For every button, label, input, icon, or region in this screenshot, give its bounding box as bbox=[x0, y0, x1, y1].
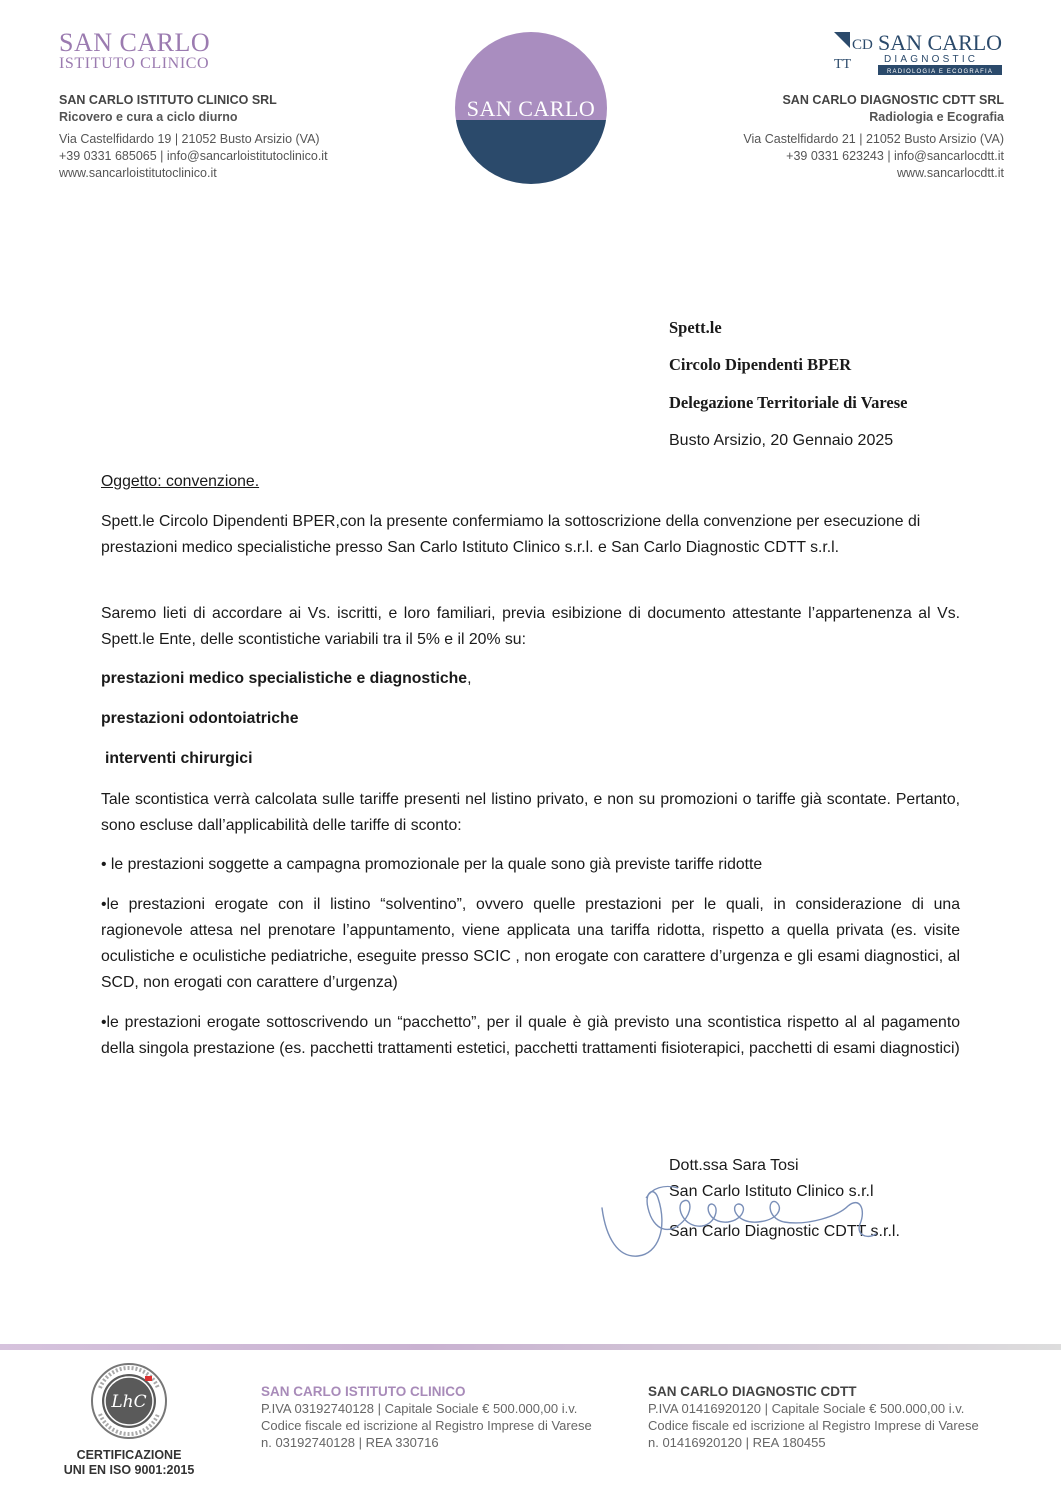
right-logo-prefix-bottom: TT bbox=[834, 57, 852, 72]
service-item-specialist-suffix: , bbox=[467, 670, 472, 687]
service-item-specialist-label: prestazioni medico specialistiche e diagnostiche bbox=[101, 670, 468, 687]
handwritten-signature bbox=[598, 1168, 898, 1263]
right-logo bbox=[832, 30, 1004, 76]
right-company-contact: +39 0331 623243 | info@sancarlocdtt.it bbox=[786, 149, 1004, 163]
letter-date: Busto Arsizio, 20 Gennaio 2025 bbox=[669, 432, 894, 449]
footer-divider bbox=[0, 1344, 1061, 1350]
left-company-info bbox=[59, 92, 328, 182]
footer-clinic-registry: Codice fiscale ed iscrizione al Registro Imprese di Varese bbox=[261, 1418, 592, 1433]
footer-clinic-vat: P.IVA 03192740128 | Capitale Sociale € 500.000,00 i.v. bbox=[261, 1401, 578, 1416]
paragraph-intro: Spett.le Circolo Dipendenti BPER,con la presente confermiamo la sottoscrizione della convenzione per esecuzione di prestazioni medico specialistiche presso San Carlo Istituto Clinico s.r.l. e San Carlo Diagnostic CDTT s.r.l. bbox=[101, 513, 921, 556]
certification-seal-text: LhC bbox=[111, 1392, 147, 1412]
footer-clinic-info bbox=[261, 1383, 592, 1451]
service-item-dental: prestazioni odontoiatriche bbox=[101, 710, 299, 727]
center-logo-bottom bbox=[455, 120, 607, 184]
right-company-name: SAN CARLO DIAGNOSTIC CDTT SRL bbox=[782, 93, 1004, 107]
signer-org-diagnostic: San Carlo Diagnostic CDTT s.r.l. bbox=[669, 1223, 900, 1240]
certification-label bbox=[62, 1448, 196, 1478]
certification-line1: CERTIFICAZIONE bbox=[76, 1448, 182, 1462]
recipient-salutation: Spett.le bbox=[669, 318, 722, 337]
recipient-delegation: Delegazione Territoriale di Varese bbox=[669, 393, 908, 412]
left-logo-subtitle: ISTITUTO CLINICO bbox=[59, 55, 210, 72]
certification-line2: UNI EN ISO 9001:2015 bbox=[63, 1463, 195, 1477]
footer-diagnostic-title: SAN CARLO DIAGNOSTIC CDTT bbox=[648, 1384, 857, 1399]
footer-diagnostic-registry: Codice fiscale ed iscrizione al Registro Imprese di Varese bbox=[648, 1418, 979, 1433]
letter-subject: Oggetto: convenzione. bbox=[101, 473, 260, 490]
footer-diagnostic-rea: n. 01416920120 | REA 180455 bbox=[648, 1435, 826, 1450]
right-logo-corner-icon bbox=[834, 32, 850, 48]
right-company-tagline: Radiologia e Ecografia bbox=[869, 110, 1004, 124]
footer-diagnostic-vat: P.IVA 01416920120 | Capitale Sociale € 500.000,00 i.v. bbox=[648, 1401, 965, 1416]
exclusion-bullet-solventino: •le prestazioni erogate con il listino “solventino”, ovvero quelle prestazioni per le quali, in considerazione di una ragionevole attesa nel prenotare l’appuntamento, viene applicata una tariffa ridotta, rispetto a quella privata (es. visite oculistiche e oculistiche pediatriche, eseguite presso SCIC , non erogate con carattere d’urgenza e gli esami diagnostici, al SCD, non erogati con carattere d’urgenza) bbox=[101, 896, 960, 991]
exclusion-bullet-package: •le prestazioni erogate sottoscrivendo un “pacchetto”, per il quale è già previsto una scontistica rispetto al al pagamento della singola prestazione (es. pacchetti trattamenti estetici, pacchetti trattamenti fisioterapici, pacchetti di esami diagnostici) bbox=[101, 1014, 960, 1057]
signer-org-clinic: San Carlo Istituto Clinico s.r.l bbox=[669, 1183, 874, 1200]
right-company-info bbox=[743, 92, 1004, 182]
footer-diagnostic-info bbox=[648, 1383, 979, 1451]
right-company-website: www.sancarlocdtt.it bbox=[897, 166, 1004, 180]
footer-clinic-rea: n. 03192740128 | REA 330716 bbox=[261, 1435, 439, 1450]
service-item-specialist bbox=[101, 666, 960, 692]
left-company-name: SAN CARLO ISTITUTO CLINICO SRL bbox=[59, 93, 277, 107]
paragraph-exclusions: Tale scontistica verrà calcolata sulle tariffe presenti nel listino privato, e non su promozioni o tariffe già scontate. Pertanto, sono escluse dall’applicabilità delle tariffe di sconto: bbox=[101, 791, 960, 834]
service-item-surgery: interventi chirurgici bbox=[105, 750, 253, 767]
right-company-address: Via Castelfidardo 21 | 21052 Busto Arsizio (VA) bbox=[743, 132, 1004, 146]
certification-seal-icon bbox=[90, 1362, 168, 1440]
center-logo bbox=[455, 32, 607, 184]
center-logo-text: SAN CARLO bbox=[466, 96, 596, 121]
left-company-contact: +39 0331 685065 | info@sancarloistitutoclinico.it bbox=[59, 149, 328, 163]
left-logo-title: SAN CARLO bbox=[59, 28, 211, 57]
right-logo-prefix-top: CD bbox=[852, 37, 873, 53]
paragraph-discount: Saremo lieti di accordare ai Vs. iscritti, e loro familiari, previa esibizione di documento attestante l’appartenenza al Vs. Spett.le Ente, delle scontistiche variabili tra il 5% e il 20% su: bbox=[101, 605, 960, 648]
signer-name: Dott.ssa Sara Tosi bbox=[669, 1157, 799, 1174]
right-logo-diagnostic: DIAGNOSTIC bbox=[884, 54, 979, 65]
recipient-name: Circolo Dipendenti BPER bbox=[669, 355, 852, 374]
right-logo-title: SAN CARLO bbox=[878, 30, 1003, 55]
exclusion-bullet-promo: • le prestazioni soggette a campagna promozionale per la quale sono già previste tariffe ridotte bbox=[101, 856, 763, 873]
left-company-address: Via Castelfidardo 19 | 21052 Busto Arsizio (VA) bbox=[59, 132, 320, 146]
footer-clinic-title: SAN CARLO ISTITUTO CLINICO bbox=[261, 1384, 466, 1399]
left-company-website: www.sancarloistitutoclinico.it bbox=[59, 166, 217, 180]
right-logo-band-text: RADIOLOGIA E ECOGRAFIA bbox=[886, 69, 994, 75]
left-company-tagline: Ricovero e cura a ciclo diurno bbox=[59, 110, 238, 124]
